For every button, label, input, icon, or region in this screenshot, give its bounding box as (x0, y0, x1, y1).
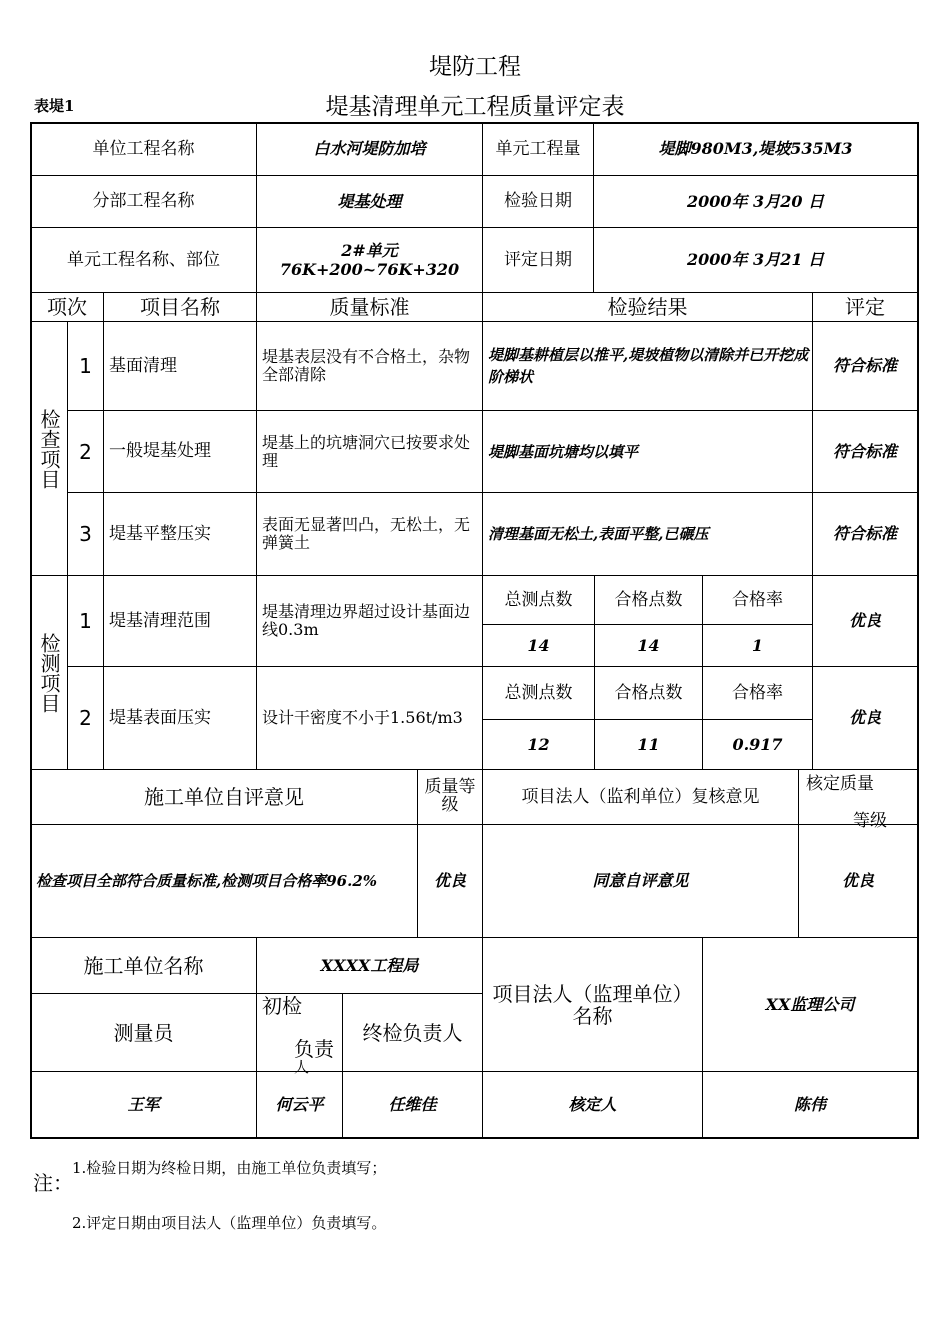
check-item-result: 堤脚基面坑塘均以填平 (488, 442, 639, 461)
check-item-no: 1 (79, 354, 92, 378)
approver-label: 核定人 (568, 1094, 617, 1114)
check-item-result: 堤脚基耕植层以推平,堤坡植物以清除并已开挖成阶梯状 (488, 345, 809, 386)
measure-pass-header: 合格点数 (614, 589, 683, 610)
col-item-name: 项目名称 (140, 295, 220, 319)
element-name-label: 单元工程名称、部位 (67, 249, 220, 270)
check-item-standard: 堤基上的坑塘洞穴已按要求处理 (262, 432, 471, 470)
table-number: 表堤1 (34, 97, 75, 115)
unit-project-value: 白水河堤防加培 (313, 139, 426, 159)
measure-total-header: 总测点数 (504, 589, 573, 610)
self-eval-grade: 优良 (433, 871, 466, 891)
contractor-value: XXXX工程局 (320, 955, 419, 975)
owner-label: 项目法人（监理单位）名称 (492, 981, 693, 1028)
measure-total-header: 总测点数 (504, 682, 573, 703)
check-item-name: 一般堤基处理 (109, 441, 211, 462)
surveyor-name: 王军 (127, 1094, 160, 1114)
approver-name: 陈伟 (793, 1094, 826, 1114)
eval-date-value: 2000年 3月21 日 (686, 250, 825, 270)
final-label: 终检负责人 (362, 1020, 463, 1045)
initial-label-1: 初检 (262, 994, 302, 1018)
contractor-label: 施工单位名称 (83, 953, 204, 978)
check-item-rating: 符合标准 (832, 356, 897, 376)
measure-pass-header: 合格点数 (614, 682, 683, 703)
element-quantity-value: 堤脚980M3,堤坡535M3 (658, 139, 853, 159)
approved-grade-label-2: 等级 (853, 811, 887, 831)
self-eval-label: 施工单位自评意见 (144, 785, 304, 809)
check-item-standard: 表面无显著凹凸，无松土，无弹簧土 (262, 515, 471, 552)
check-item-name: 基面清理 (109, 355, 177, 376)
measure-item-name: 堤基清理范围 (109, 610, 211, 631)
inspection-date-label: 检验日期 (504, 191, 572, 212)
initial-label-2: 负责 (294, 1037, 334, 1061)
measure-rate-header: 合格率 (732, 589, 783, 610)
col-item-no: 项次 (47, 295, 87, 319)
self-eval-opinion: 检查项目全部符合质量标准,检测项目合格率96.2% (36, 871, 378, 890)
measure-total-value: 14 (527, 635, 550, 655)
element-name-value (257, 228, 482, 292)
check-item-result: 清理基面无松土,表面平整,已碾压 (488, 524, 709, 543)
division-label: 分部工程名称 (92, 191, 195, 212)
measure-item-no: 2 (79, 706, 92, 730)
element-quantity-label: 单元工程量 (495, 138, 581, 159)
measure-item-no: 1 (79, 609, 92, 633)
check-item-no: 3 (79, 522, 92, 546)
check-item-no: 2 (79, 439, 92, 464)
col-result: 检验结果 (607, 295, 688, 319)
page-title: 堤防工程 (429, 54, 521, 80)
measure-item-rating: 优良 (848, 611, 881, 631)
form-title: 堤基清理单元工程质量评定表 (325, 94, 625, 120)
approved-grade: 优良 (841, 871, 874, 891)
measure-total-value: 12 (527, 734, 550, 754)
approved-grade-label-1: 核定质量 (806, 774, 874, 794)
col-rating: 评定 (845, 295, 885, 319)
measure-rate-value: 0.917 (732, 734, 783, 754)
initial-label-3: 人 (294, 1058, 310, 1076)
measure-item-standard: 堤基清理边界超过设计基面边线0.3m (262, 602, 471, 639)
measure-pass-value: 11 (637, 734, 660, 754)
grade-label: 质量等级 (424, 777, 476, 815)
check-item-name: 堤基平整压实 (109, 523, 211, 544)
check-item-rating: 符合标准 (832, 441, 897, 461)
measure-group-label: 检测项目 (37, 632, 61, 713)
measure-rate-value: 1 (751, 635, 764, 655)
measure-item-name: 堤基表面压实 (109, 707, 211, 728)
check-item-standard: 堤基表层没有不合格土，杂物全部清除 (262, 347, 471, 384)
initial-name: 何云平 (275, 1094, 324, 1114)
col-standard: 质量标准 (329, 295, 410, 319)
review-opinion: 同意自评意见 (592, 871, 689, 891)
element-name-line2: 76K+200~76K+320 (279, 260, 460, 279)
note-line-2: 2.评定日期由项目法人（监理单位）负责填写。 (72, 1214, 387, 1232)
notes-label: 注： (33, 1171, 73, 1195)
measure-pass-value: 14 (637, 635, 660, 655)
measure-item-standard: 设计干密度不小于1.56t/m3 (262, 708, 463, 728)
note-line-1: 1.检验日期为终检日期，由施工单位负责填写； (72, 1159, 387, 1177)
owner-value: XX监理公司 (765, 994, 855, 1014)
surveyor-label: 测量员 (113, 1020, 174, 1045)
review-label: 项目法人（监利单位）复核意见 (521, 786, 760, 807)
division-value: 堤基处理 (337, 191, 402, 211)
unit-project-label: 单位工程名称 (92, 138, 195, 159)
inspection-date-value: 2000年 3月20 日 (686, 191, 825, 211)
measure-rate-header: 合格率 (732, 682, 783, 703)
final-name: 任维佳 (388, 1094, 437, 1114)
element-name-line1: 2#单元 (341, 240, 398, 260)
check-item-rating: 符合标准 (832, 524, 897, 544)
check-group-label: 检查项目 (37, 408, 61, 489)
eval-date-label: 评定日期 (504, 249, 572, 270)
measure-item-rating: 优良 (848, 708, 881, 728)
